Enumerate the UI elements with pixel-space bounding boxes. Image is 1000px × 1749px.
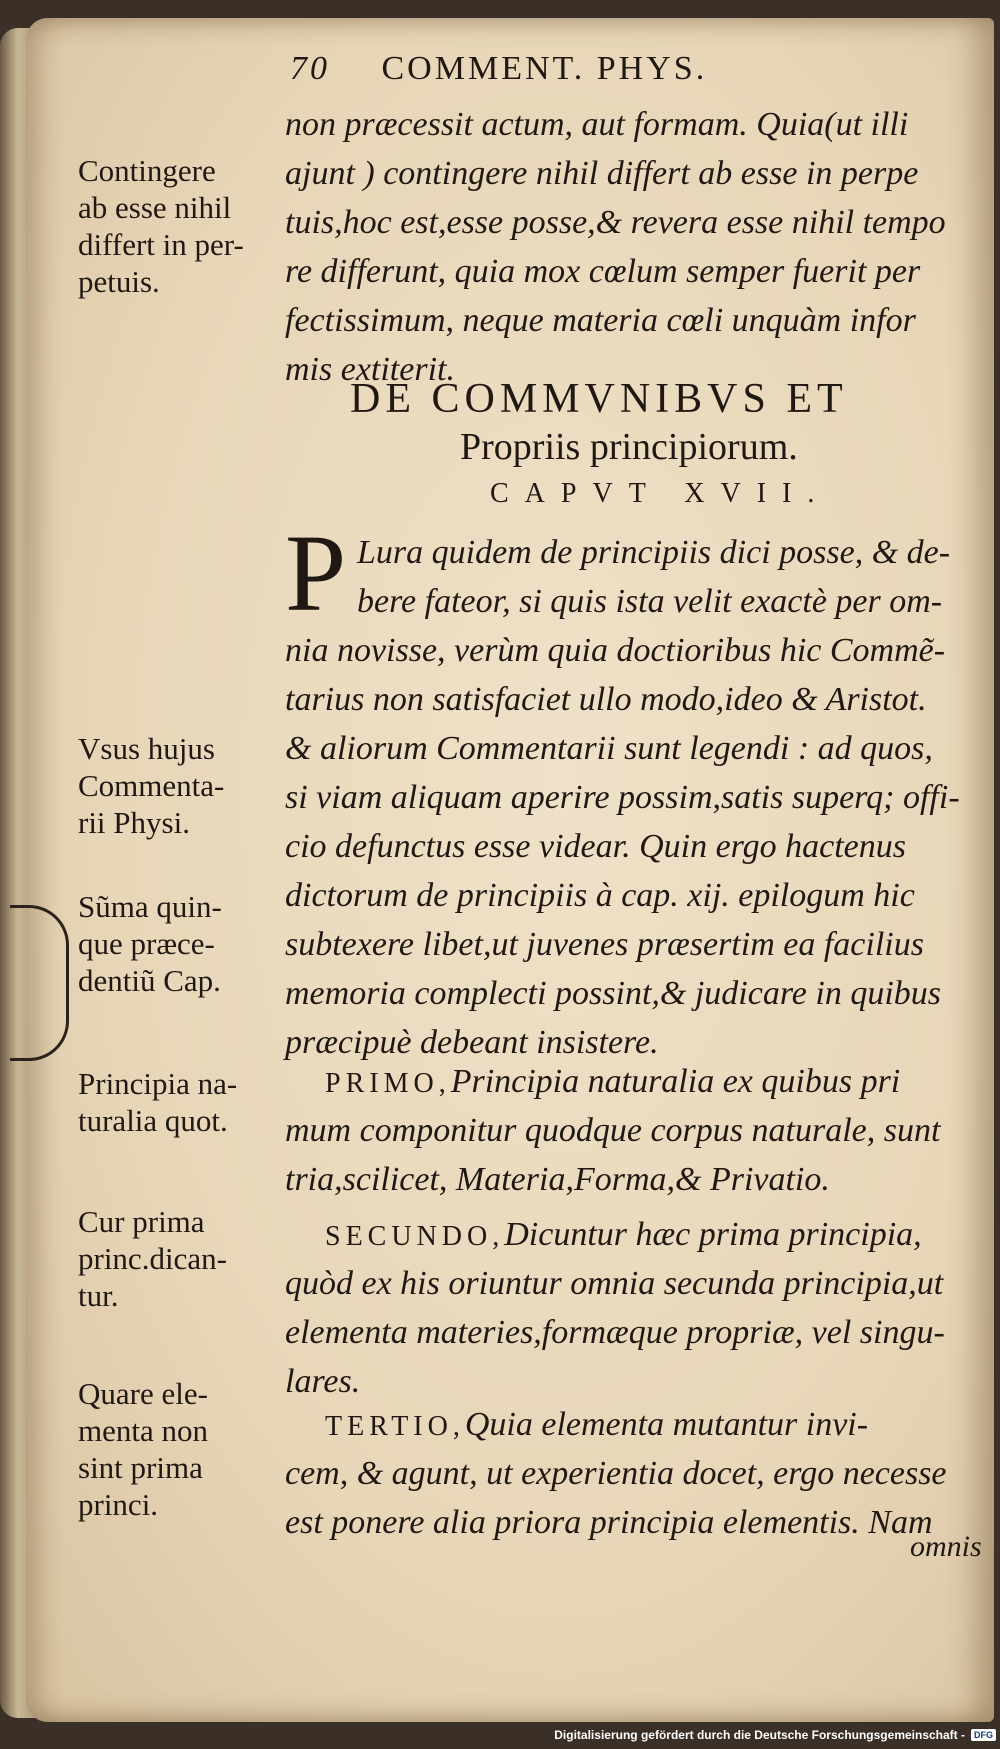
text-line: ajunt ) contingere nihil differt ab esse in perpe	[285, 155, 919, 192]
section-subtitle: Propriis principiorum.	[460, 426, 798, 468]
paragraph-lead: PRIMO,	[325, 1068, 451, 1099]
page-number: 70	[290, 50, 330, 87]
text-line: cem, & agunt, ut experientia docet, ergo necesse	[285, 1455, 947, 1492]
margin-note-line: differt in per-	[78, 227, 244, 262]
margin-note-line: menta non	[78, 1413, 208, 1448]
margin-note-line: tur.	[78, 1278, 119, 1313]
margin-note-line: Sũma quin-	[78, 889, 222, 924]
margin-note-line: princi.	[78, 1487, 159, 1522]
margin-note-line: ab esse nihil	[78, 190, 232, 225]
section-title: DE COMMVNIBVS ET	[350, 376, 848, 422]
text-line: tarius non satisfaciet ullo modo,ideo & Aristot.	[285, 681, 927, 718]
text-line: quòd ex his oriuntur omnia secunda principia,ut	[285, 1265, 944, 1302]
book-clasp	[10, 905, 69, 1061]
text-line: mis extiterit.	[285, 351, 455, 388]
digitization-footer	[554, 1724, 996, 1746]
text-line: mum componitur quodque corpus naturale, sunt	[285, 1112, 941, 1149]
margin-note-line: petuis.	[78, 264, 160, 299]
margin-note	[78, 1203, 278, 1314]
paragraph-lead: TERTIO,	[325, 1411, 465, 1442]
text-line: Lura quidem de principiis dici posse, & de-	[357, 534, 951, 571]
margin-note-line: Cur prima	[78, 1204, 205, 1239]
catchword: omnis	[910, 1530, 982, 1563]
margin-note-line: sint prima	[78, 1450, 203, 1485]
chapter-heading: CAPVT XVII.	[490, 478, 831, 509]
paragraph-secundo	[285, 1210, 985, 1406]
text-line: lares.	[285, 1363, 361, 1400]
margin-note	[78, 730, 278, 841]
text-line: Dicuntur hæc prima principia,	[504, 1216, 922, 1253]
margin-note-line: princ.dican-	[78, 1241, 227, 1276]
margin-note-line: Quare ele-	[78, 1376, 208, 1411]
margin-note	[78, 888, 278, 999]
drop-cap: P	[285, 512, 347, 634]
text-line: bere fateor, si quis ista velit exactè per om-	[357, 583, 943, 620]
margin-note-line: Vsus hujus	[78, 731, 215, 766]
margin-note-line: rii Physi.	[78, 805, 190, 840]
margin-note-line: Contingere	[78, 153, 216, 188]
paragraph-opening	[285, 512, 985, 1067]
paragraph-lead: SECUNDO,	[325, 1221, 505, 1252]
margin-note-line: que præce-	[78, 926, 215, 961]
margin-note-line: Principia na-	[78, 1066, 238, 1101]
margin-note	[78, 1065, 278, 1139]
text-line: dictorum de principiis à cap. xij. epilogum hic	[285, 877, 915, 914]
footer-credit: Digitalisierung gefördert durch die Deutsche Forschungsgemeinschaft -	[554, 1728, 965, 1742]
text-line: præcipuè debeant insistere.	[285, 1024, 659, 1061]
text-line: cio defunctus esse videar. Quin ergo hactenus	[285, 828, 906, 865]
running-title: COMMENT. PHYS.	[381, 50, 708, 87]
margin-note-line: turalia quot.	[78, 1103, 228, 1138]
paragraph-primo	[285, 1057, 985, 1204]
text-line: nia novisse, verùm quia doctioribus hic Commẽ-	[285, 632, 946, 669]
text-line: fectissimum, neque materia cœli unquàm infor	[285, 302, 916, 339]
intro-text	[285, 100, 985, 394]
margin-note-line: dentiũ Cap.	[78, 963, 221, 998]
text-line: re differunt, quia mox cœlum semper fuerit per	[285, 253, 921, 290]
text-line: & aliorum Commentarii sunt legendi : ad quos,	[285, 730, 933, 767]
margin-note	[78, 152, 278, 300]
text-line: tria,scilicet, Materia,Forma,& Privatio.	[285, 1161, 830, 1198]
text-line: tuis,hoc est,esse posse,& revera esse nihil tempo	[285, 204, 946, 241]
text-line: Quia elementa mutantur invi-	[464, 1406, 869, 1443]
running-header	[290, 50, 910, 88]
text-line: subtexere libet,ut juvenes præsertim ea facilius	[285, 926, 924, 963]
text-line: Principia naturalia ex quibus pri	[450, 1063, 901, 1100]
text-line: non præcessit actum, aut formam. Quia(ut illi	[285, 106, 909, 143]
text-line: memoria complecti possint,& judicare in quibus	[285, 975, 942, 1012]
text-line: si viam aliquam aperire possim,satis superq; offi-	[285, 779, 960, 816]
margin-note-line: Commenta-	[78, 768, 225, 803]
text-line: elementa materies,formæque propriæ, vel singu-	[285, 1314, 945, 1351]
dfg-logo: DFG	[971, 1729, 996, 1741]
margin-note	[78, 1375, 278, 1523]
text-line: est ponere alia priora principia elementis. Nam	[285, 1504, 933, 1541]
paragraph-tertio	[285, 1400, 985, 1547]
